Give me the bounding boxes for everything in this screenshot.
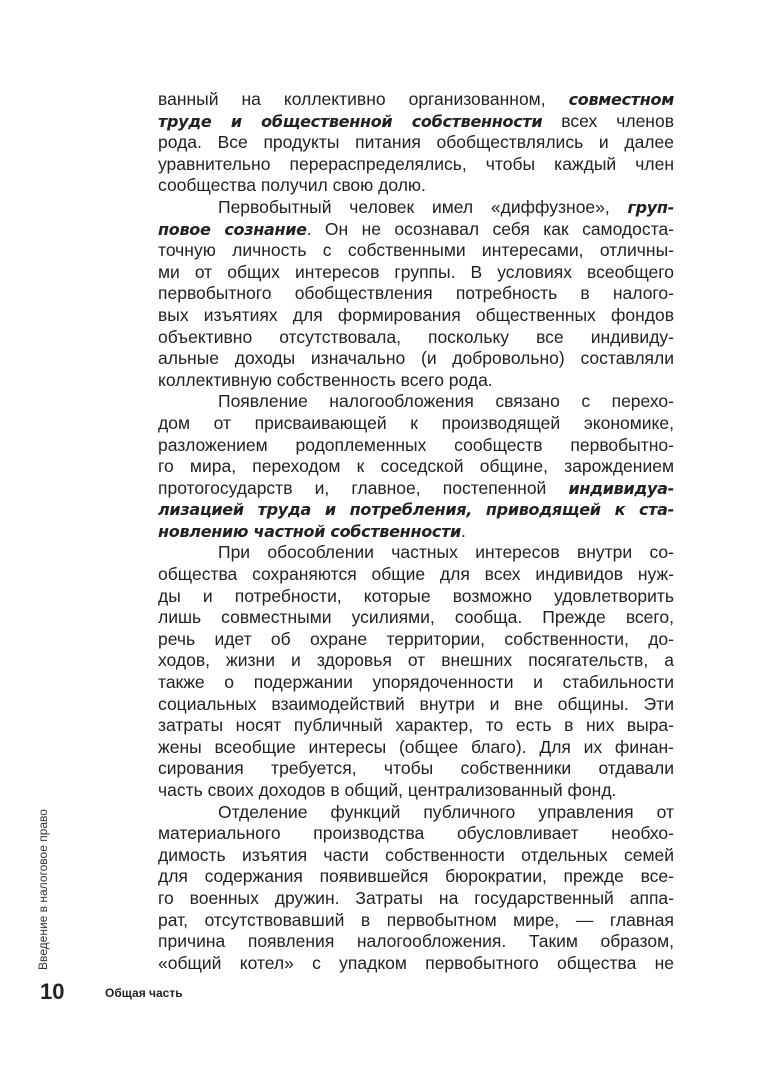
text-span: дом от присваивающей к производящей экономике,	[158, 412, 674, 433]
text-span: рода. Все продукты питания обобществлялись и далее	[158, 132, 674, 153]
text-line	[158, 888, 674, 910]
text-span: уравнительно перераспределялись, чтобы каждый член	[158, 153, 674, 174]
text-span: для содержания появившейся бюрократии, прежде все-	[158, 866, 674, 887]
text-span: сирования требуется, чтобы собственники отдавали	[158, 758, 674, 779]
emphasized-text: повое сознание	[158, 219, 307, 239]
emphasized-text: индивидуа-	[568, 478, 674, 498]
text-span: социальных взаимодействий внутри и вне общины. Эти	[158, 693, 674, 714]
text-line	[158, 931, 674, 953]
text-span: го военных дружин. Затраты на государственный аппа-	[158, 887, 674, 908]
text-span: Отделение функций публичного управления от	[218, 801, 674, 822]
text-line	[158, 283, 674, 305]
text-line	[158, 327, 674, 349]
text-line	[158, 629, 674, 651]
text-line	[158, 262, 674, 284]
text-span: ды и потребности, которые возможно удовлетворить	[158, 585, 674, 606]
text-line	[158, 89, 674, 111]
text-line	[158, 370, 674, 392]
text-span: Первобытный человек имел «диффузное»,	[218, 196, 628, 217]
emphasized-text: груп-	[627, 197, 674, 217]
text-line	[158, 413, 674, 435]
text-line	[158, 866, 674, 888]
text-span: . Он не осознавал себя как самодоста-	[306, 218, 674, 239]
text-line	[158, 435, 674, 457]
text-span: всех членов	[542, 110, 674, 131]
text-span: речь идет об охране территории, собственности, до-	[158, 628, 674, 649]
text-span: ми от общих интересов группы. В условиях всеобщего	[158, 261, 674, 282]
text-line	[158, 456, 674, 478]
running-head: Введение в налоговое право	[36, 809, 50, 970]
text-span: общества сохраняются общие для всех индивидов нуж-	[158, 564, 674, 585]
text-line	[158, 521, 674, 543]
emphasized-text: новлению частной собственности	[158, 521, 461, 541]
text-span: Появление налогообложения связано с перехо-	[218, 391, 674, 412]
text-span: разложением родоплеменных сообществ первобытно-	[158, 434, 674, 455]
text-line	[158, 348, 674, 370]
text-line	[158, 737, 674, 759]
text-line	[158, 132, 674, 154]
text-span: жены всеобщие интересы (общее благо). Для их финан-	[158, 736, 674, 757]
text-line	[158, 240, 674, 262]
text-span: причина появления налогообложения. Таким образом,	[158, 931, 674, 952]
text-line	[158, 478, 674, 500]
text-line	[158, 499, 674, 521]
text-line	[158, 953, 674, 975]
emphasized-text: лизацией труда и потребления, приводящей к ста-	[158, 500, 674, 520]
text-line	[158, 694, 674, 716]
text-span: затраты носят публичный характер, то есть в них выра-	[158, 715, 674, 736]
text-line	[158, 219, 674, 241]
text-line	[158, 175, 674, 197]
text-line	[158, 845, 674, 867]
text-line	[158, 391, 674, 413]
text-span: альные доходы изначально (и добровольно) составляли	[158, 348, 674, 369]
text-span: ходов, жизни и здоровья от внешних посягательств, а	[158, 650, 674, 671]
text-line	[158, 650, 674, 672]
text-span: коллективную собственность всего рода.	[158, 369, 493, 390]
text-span: «общий котел» с упадком первобытного общества не	[158, 952, 674, 973]
text-span: первобытного обобществления потребность в налого-	[158, 283, 674, 304]
text-span: лишь совместными усилиями, сообща. Прежде всего,	[158, 607, 674, 628]
text-span: протогосударств и, главное, постепенной	[158, 477, 569, 498]
text-line	[158, 802, 674, 824]
text-line	[158, 542, 674, 564]
text-span: ванный на коллективно организованном,	[158, 89, 569, 109]
text-span: .	[460, 520, 466, 541]
text-span: сообщества получил свою долю.	[158, 175, 426, 196]
emphasized-text: совместном	[568, 90, 674, 109]
emphasized-text: труде и общественной собственности	[158, 111, 543, 131]
text-line	[158, 586, 674, 608]
text-line	[158, 111, 674, 133]
text-line	[158, 305, 674, 327]
text-line	[158, 672, 674, 694]
section-name: Общая часть	[105, 986, 183, 1000]
text-line	[158, 154, 674, 176]
page-number: 10	[40, 979, 65, 1004]
text-span: точную личность с собственными интересами, отличны-	[158, 240, 674, 261]
text-span: вых изъятиях для формирования общественных фондов	[158, 304, 674, 325]
text-line	[158, 823, 674, 845]
text-span: го мира, переходом к соседской общине, зарождением	[158, 456, 674, 477]
text-span: При обособлении частных интересов внутри со-	[218, 542, 674, 563]
text-span: также о подержании упорядоченности и стабильности	[158, 672, 674, 693]
text-line	[158, 564, 674, 586]
text-line	[158, 607, 674, 629]
text-line	[158, 197, 674, 219]
text-span: рат, отсутствовавший в первобытном мире, — главная	[158, 909, 674, 930]
text-span: объективно отсутствовала, поскольку все индивиду-	[158, 326, 674, 347]
text-span: материального производства обусловливает необхо-	[158, 823, 674, 844]
text-line	[158, 715, 674, 737]
text-line	[158, 910, 674, 932]
text-span: димость изъятия части собственности отдельных семей	[158, 844, 674, 865]
text-span: часть своих доходов в общий, централизованный фонд.	[158, 780, 617, 800]
text-line	[158, 758, 674, 780]
text-line	[158, 780, 674, 802]
body-text	[158, 89, 674, 974]
